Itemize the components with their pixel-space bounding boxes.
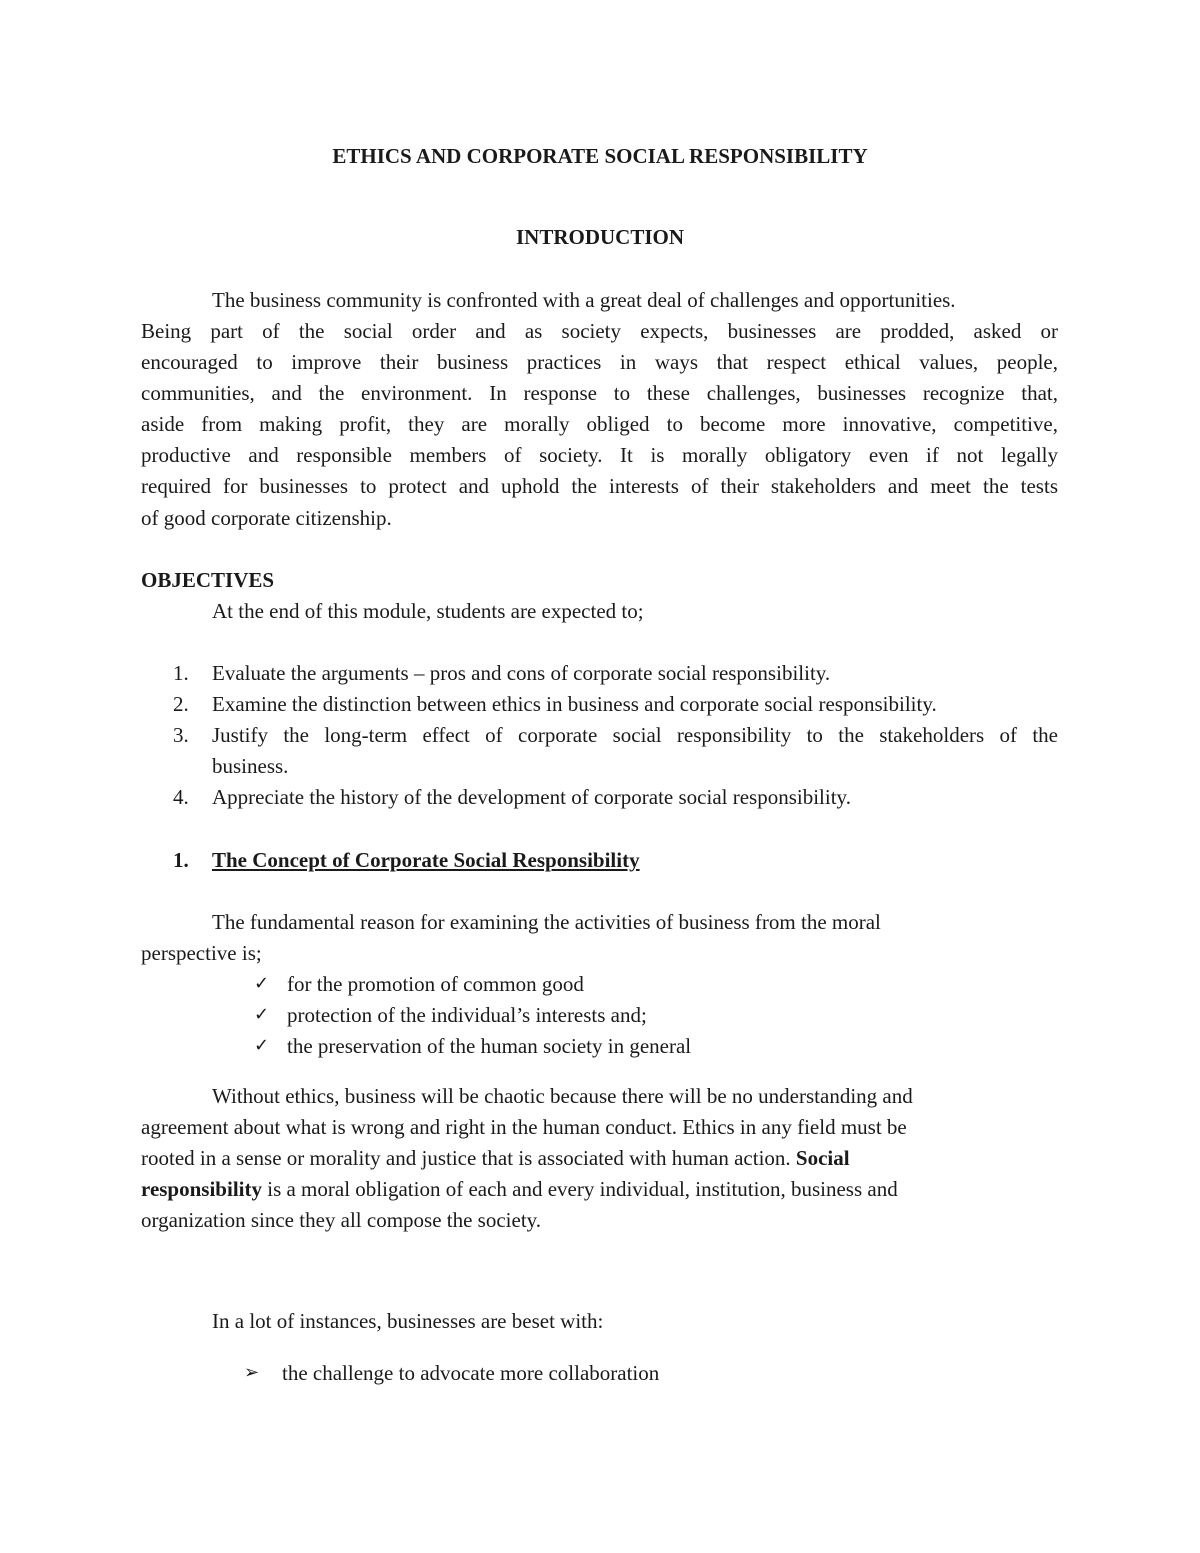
objective-item: Examine the distinction between ethics in business and corporate social responsibility. [212,692,937,716]
intro-line: productive and responsible members of society. It is morally obligatory even if not legally [141,443,1058,467]
objective-number: 4. [173,785,189,809]
section-para-line [141,1145,850,1171]
section-para-text: is a moral obligation of each and every individual, institution, business and [261,1177,898,1201]
section-para-line: The fundamental reason for examining the activities of business from the moral [212,910,881,934]
check-icon: ✓ [254,1035,270,1056]
objective-number: 3. [173,723,189,747]
introduction-heading: INTRODUCTION [515,225,685,249]
arrow-item: the challenge to advocate more collaboration [282,1361,660,1385]
section-para-line: Without ethics, business will be chaotic because there will be no understanding and [212,1084,913,1108]
check-item: the preservation of the human society in general [287,1034,692,1058]
document-title: ETHICS AND CORPORATE SOCIAL RESPONSIBILITY [332,144,868,168]
objective-item-continuation: business. [212,754,289,778]
check-item: for the promotion of common good [287,972,584,996]
intro-line: The business community is confronted with a great deal of challenges and opportunities. [212,288,956,312]
objective-number: 1. [173,661,189,685]
objective-item: Appreciate the history of the development of corporate social responsibility. [212,785,851,809]
intro-line: encouraged to improve their business practices in ways that respect ethical values, people, [141,350,1058,374]
objectives-heading: OBJECTIVES [141,568,275,592]
section-para-text: rooted in a sense or morality and justice that is associated with human action. [141,1146,796,1170]
section-heading: The Concept of Corporate Social Responsibility [212,848,640,872]
section-para-line: perspective is; [141,941,262,965]
section-para-line: organization since they all compose the society. [141,1208,542,1232]
objective-item: Justify the long-term effect of corporate social responsibility to the stakeholders of the [212,723,1058,747]
objectives-intro: At the end of this module, students are expected to; [212,599,644,623]
section-number: 1. [173,848,189,872]
check-icon: ✓ [254,1004,270,1025]
check-icon: ✓ [254,973,270,994]
section-para-line [141,1176,898,1202]
bold-term: Social [795,1146,850,1170]
intro-line: aside from making profit, they are morally obliged to become more innovative, competitive, [141,412,1058,436]
intro-line: communities, and the environment. In response to these challenges, businesses recognize that, [141,381,1058,405]
intro-line: required for businesses to protect and uphold the interests of their stakeholders and meet the tests [141,474,1058,498]
objective-number: 2. [173,692,189,716]
arrow-bullet-icon: ➢ [244,1362,260,1383]
check-item: protection of the individual’s interests and; [287,1003,647,1027]
section-para-line: agreement about what is wrong and right in the human conduct. Ethics in any field must be [141,1115,907,1139]
section-para-line: In a lot of instances, businesses are beset with: [212,1309,604,1333]
intro-line: Being part of the social order and as society expects, businesses are prodded, asked or [141,319,1058,343]
intro-line: of good corporate citizenship. [141,506,392,530]
objective-item: Evaluate the arguments – pros and cons of corporate social responsibility. [212,661,831,685]
bold-term: responsibility [141,1177,262,1201]
